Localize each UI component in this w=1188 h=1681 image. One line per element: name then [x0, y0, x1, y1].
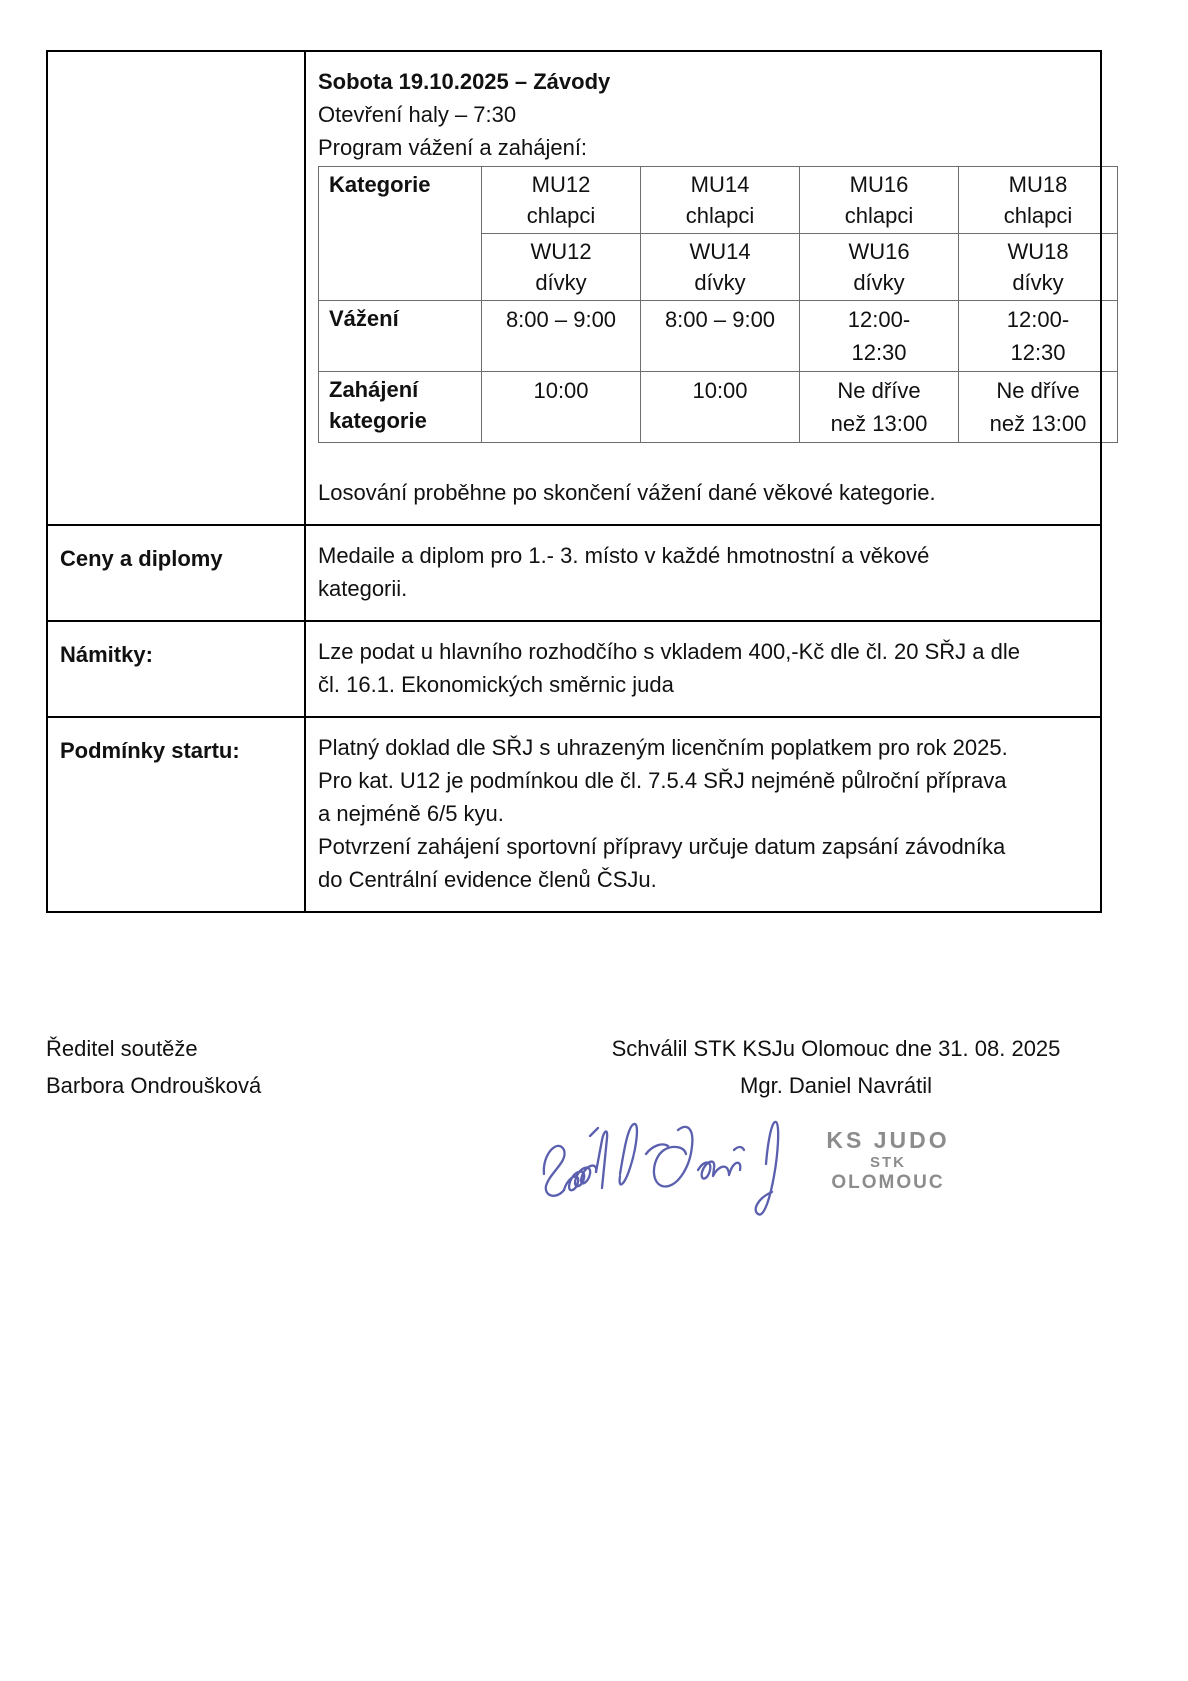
weighin-time-cell: 8:00 – 9:00: [482, 301, 641, 372]
section-text-prizes: Medaile a diplom pro 1.- 3. místo v každé hmotnostní a věkové kategorii.: [305, 525, 1101, 621]
start-time-cell: Ne dříve než 13:00: [959, 372, 1118, 443]
category-code: WU16: [848, 239, 910, 264]
category-cell: [482, 234, 641, 301]
section-label-prizes: Ceny a diplomy: [47, 525, 305, 621]
category-code: WU12: [530, 239, 592, 264]
stamp-line-3: OLOMOUC: [831, 1171, 945, 1193]
stamp-line-1: KS JUDO: [826, 1127, 950, 1153]
category-cell: [641, 234, 800, 301]
category-group: dívky: [1012, 270, 1064, 295]
start-time-cell: Ne dříve než 13:00: [800, 372, 959, 443]
program-header-boys-row: [319, 167, 1118, 234]
weighin-time-cell: 8:00 – 9:00: [641, 301, 800, 372]
category-code: MU18: [1008, 172, 1068, 197]
category-group: chlapci: [844, 203, 914, 228]
table-row: [47, 717, 1101, 912]
propositions-table: [46, 50, 1102, 913]
footer-approval-block: [586, 1030, 1086, 1104]
signature-strokes: [544, 1122, 778, 1215]
director-name: Barbora Ondroušková: [46, 1073, 262, 1098]
schedule-row: [47, 51, 1101, 525]
director-role: Ředitel soutěže: [46, 1036, 198, 1061]
approval-line: Schválil STK KSJu Olomouc dne 31. 08. 2025: [611, 1036, 1061, 1061]
footer-director-block: [46, 1030, 261, 1104]
start-time-cell: 10:00: [641, 372, 800, 443]
category-code: WU18: [1007, 239, 1069, 264]
schedule-label-cell-empty: [47, 51, 305, 525]
category-start-label: Zahájení kategorie: [319, 372, 482, 443]
category-code: MU14: [690, 172, 750, 197]
schedule-title: Sobota 19.10.2025 – Závody: [318, 69, 611, 94]
stamp-line-2: STK: [870, 1154, 906, 1172]
schedule-hall-open: Otevření haly – 7:30: [318, 102, 517, 127]
ks-judo-stamp: [808, 1128, 968, 1194]
category-group: chlapci: [685, 203, 755, 228]
category-group: dívky: [853, 270, 905, 295]
category-cell: [959, 167, 1118, 234]
category-group: dívky: [694, 270, 746, 295]
weighin-time-cell: 12:00- 12:30: [800, 301, 959, 372]
weighin-label: Vážení: [319, 301, 482, 372]
section-label-start-conditions: Podmínky startu:: [47, 717, 305, 912]
draw-note: Losování proběhne po skončení vážení dané věkové kategorie.: [318, 480, 936, 505]
category-cell: [641, 167, 800, 234]
category-group: dívky: [535, 270, 587, 295]
approver-name: Mgr. Daniel Navrátil: [740, 1073, 932, 1098]
category-cell: [800, 167, 959, 234]
section-text-objections: Lze podat u hlavního rozhodčího s vkladem 400,-Kč dle čl. 20 SŘJ a dle čl. 16.1. Ekonomických směrnic juda: [305, 621, 1101, 717]
schedule-program-heading: Program vážení a zahájení:: [318, 135, 588, 160]
schedule-content-cell: [305, 51, 1101, 525]
table-row: [47, 525, 1101, 621]
category-cell: [800, 234, 959, 301]
category-code: WU14: [689, 239, 751, 264]
section-label-objections: Námitky:: [47, 621, 305, 717]
category-group: chlapci: [1003, 203, 1073, 228]
category-code: MU12: [531, 172, 591, 197]
weighin-row: [319, 301, 1118, 372]
table-row: [47, 621, 1101, 717]
weighin-time-cell: 12:00- 12:30: [959, 301, 1118, 372]
category-code: MU16: [849, 172, 909, 197]
start-time-cell: 10:00: [482, 372, 641, 443]
section-text-start-conditions: Platný doklad dle SŘJ s uhrazeným licenčním poplatkem pro rok 2025. Pro kat. U12 je podmínkou dle čl. 7.5.4 SŘJ nejméně půlroční příprava a nejméně 6/5 kyu. Potvrzení zahájení sportovní přípravy určuje datum zapsání závodníka do Centrální evidence členů ČSJu.: [305, 717, 1101, 912]
category-cell: [482, 167, 641, 234]
category-start-row: [319, 372, 1118, 443]
category-cell: [959, 234, 1118, 301]
category-group: chlapci: [526, 203, 596, 228]
program-table: [318, 166, 1118, 443]
signature-scribble: [528, 1108, 800, 1248]
program-corner-label: Kategorie: [319, 167, 482, 301]
